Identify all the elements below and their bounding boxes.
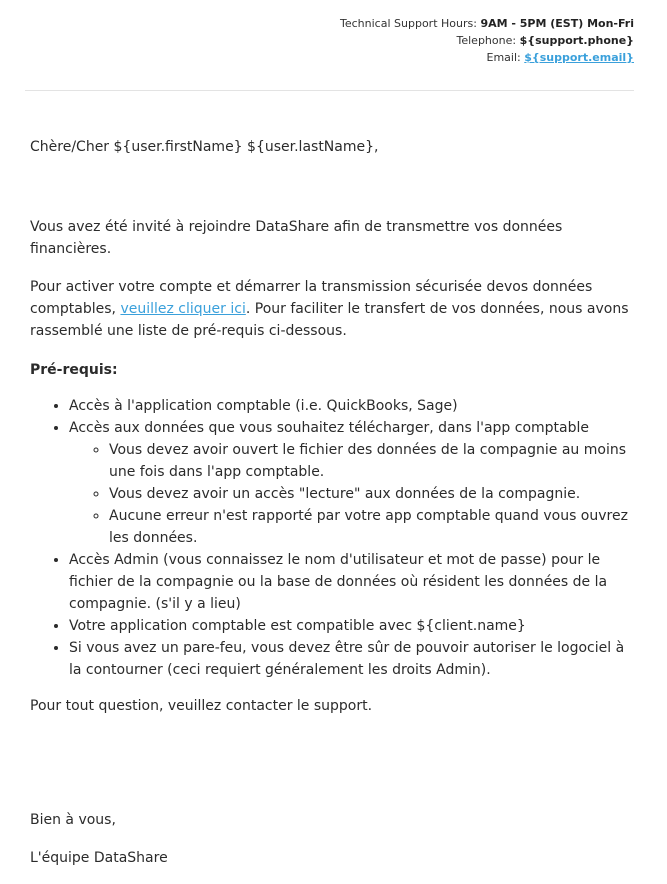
support-hours: Technical Support Hours: 9AM - 5PM (EST) Mon-Fri (340, 17, 634, 30)
invite-paragraph: Vous avez été invité à rejoindre DataShare afin de transmettre vos données financières. (30, 219, 563, 257)
header-divider (25, 90, 634, 91)
list-item: • Si vous avez un pare-feu, vous devez être sûr de pouvoir autoriser le logociel à la contourner (ceci requiert généralement les droits Admin). (69, 637, 630, 681)
activate-paragraph: Pour activer votre compte et démarrer la transmission sécurisée devos données comptables, veuillez cliquer ici. Pour faciliter le transfert de vos données, nous avons rassemblé une liste de pré-requis ci-dessous. (30, 279, 629, 339)
prereq-list (30, 395, 630, 681)
support-info-header (340, 15, 634, 66)
sublist-item: ◦ Vous devez avoir un accès "lecture" aux données de la compagnie. (109, 483, 630, 505)
support-phone: Telephone: ${support.phone} (456, 34, 634, 47)
support-hours-value: 9AM - 5PM (EST) Mon-Fri (480, 17, 634, 30)
support-email-link[interactable]: ${support.email} (524, 51, 634, 64)
signature: L'équipe DataShare (30, 850, 168, 866)
list-item: • Accès à l'application comptable (i.e. QuickBooks, Sage) (69, 395, 630, 417)
sublist-item: ◦ Aucune erreur n'est rapporté par votre app comptable quand vous ouvrez les données. (109, 505, 630, 549)
support-phone-value: ${support.phone} (519, 34, 634, 47)
support-question: Pour tout question, veuillez contacter le support. (30, 698, 373, 714)
support-email: Email: ${support.email} (486, 51, 634, 64)
list-item: • Accès aux données que vous souhaitez télécharger, dans l'app comptable ◦ Vous devez avoir ouvert le fichier des données de la compagnie au moins une fois dans l'app comptable. ◦ Vous devez avoir un accès "lecture" aux données de la compagnie. ◦ Aucune erreur n'est rapporté par votre app comptable quand vous ouvrez les données. (69, 417, 630, 549)
prereq-sublist (69, 439, 630, 549)
activate-link[interactable]: veuillez cliquer ici (120, 301, 246, 317)
prereq-title: Pré-requis: (30, 362, 118, 378)
closing-regards: Bien à vous, (30, 812, 116, 828)
list-item: • Accès Admin (vous connaissez le nom d'utilisateur et mot de passe) pour le fichier de la compagnie ou la base de données où résident les données de la compagnie. (s'il y a lieu) (69, 549, 630, 615)
greeting: Chère/Cher ${user.firstName} ${user.lastName}, (30, 139, 379, 155)
email-body (30, 136, 630, 869)
sublist-item: ◦ Vous devez avoir ouvert le fichier des données de la compagnie au moins une fois dans l'app comptable. (109, 439, 630, 483)
list-item: • Votre application comptable est compatible avec ${client.name} (69, 615, 630, 637)
